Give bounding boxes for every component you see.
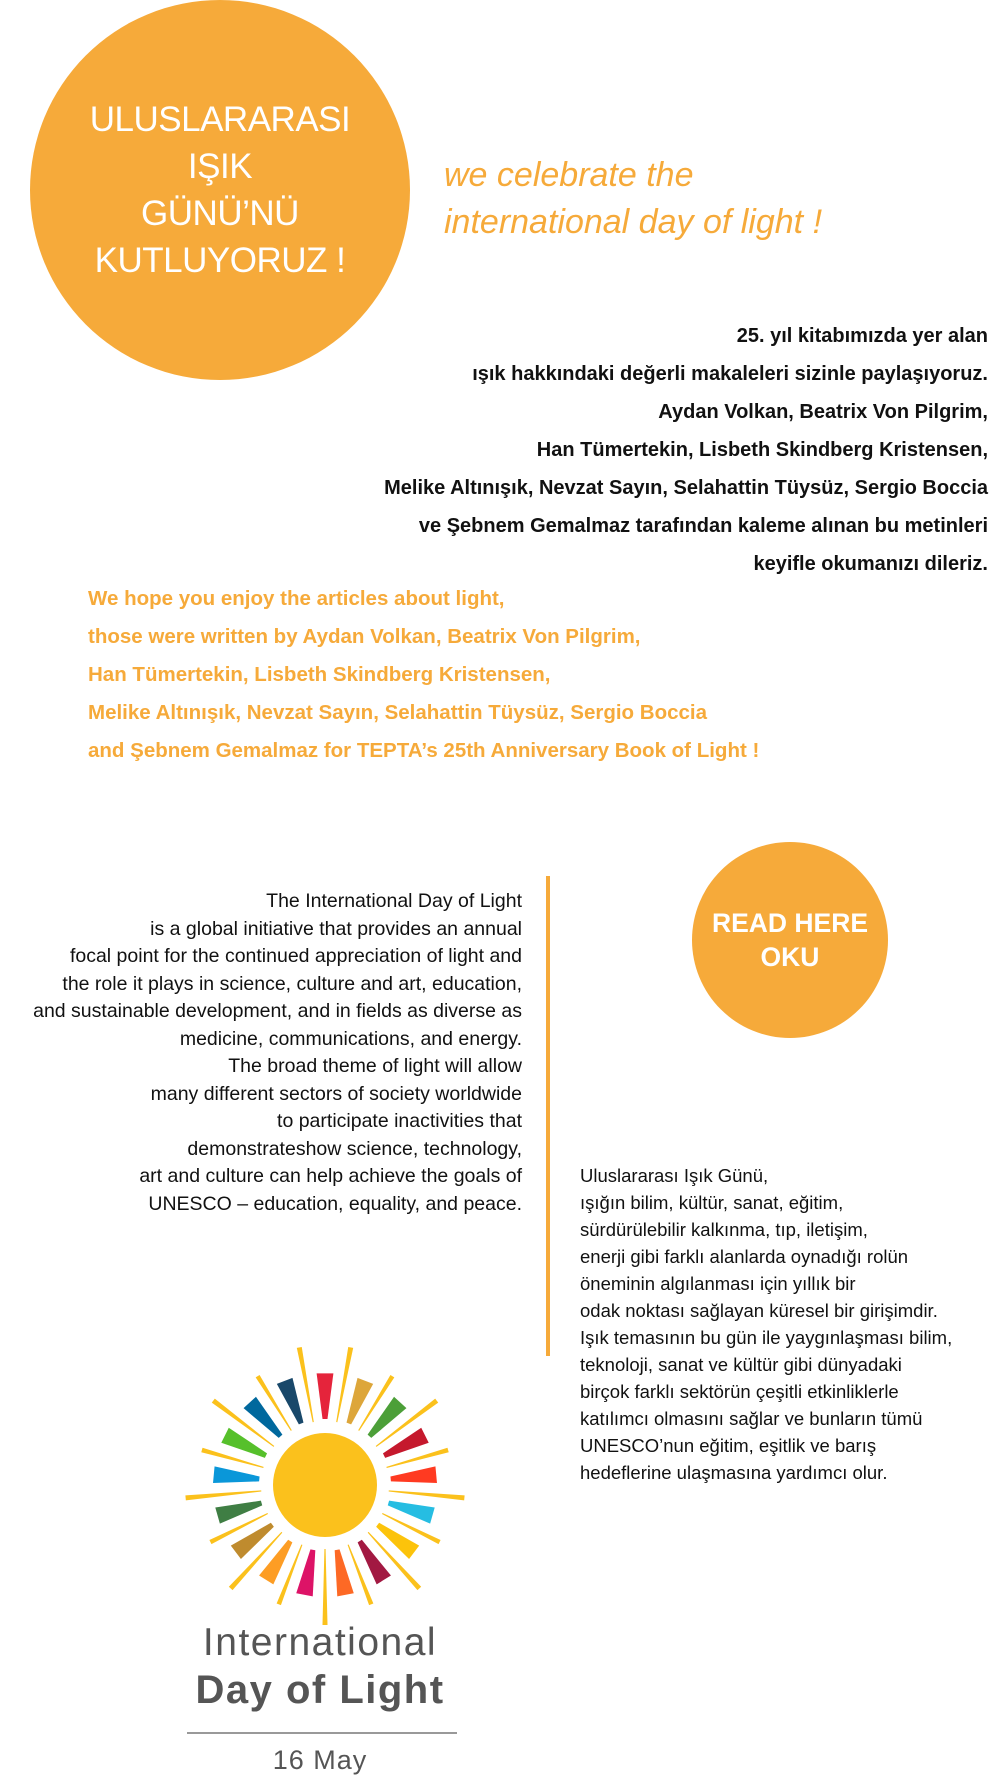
sun-logo-icon: [180, 1340, 470, 1630]
turkish-description-line: teknoloji, sanat ve kültür gibi dünyadaki: [580, 1354, 902, 1375]
turkish-intro: [88, 317, 988, 583]
english-intro-line: and Şebnem Gemalmaz for TEPTA’s 25th Anniversary Book of Light !: [88, 739, 760, 762]
turkish-intro-line: ve Şebnem Gemalmaz tarafından kaleme alınan bu metinleri: [418, 515, 988, 537]
subtitle-line: we celebrate the: [444, 156, 694, 194]
turkish-description-line: Uluslararası Işık Günü,: [580, 1165, 769, 1186]
logo-divider: [187, 1732, 457, 1734]
sun-ray: [383, 1428, 429, 1458]
sun-core: [273, 1433, 377, 1537]
english-intro-line: We hope you enjoy the articles about light,: [88, 587, 505, 610]
turkish-intro-line: Melike Altınışık, Nevzat Sayın, Selahattin Tüysüz, Sergio Boccia: [384, 477, 988, 499]
turkish-intro-line: Aydan Volkan, Beatrix Von Pilgrim,: [658, 401, 988, 423]
turkish-description-line: Işık temasının bu gün ile yaygınlaşması bilim,: [580, 1327, 953, 1348]
logo-title-international: International: [202, 1621, 438, 1664]
english-description-line: medicine, communications, and energy.: [179, 1027, 522, 1050]
english-description-line: art and culture can help achieve the goals of: [139, 1165, 522, 1187]
english-description-line: the role it plays in science, culture and art, education,: [62, 972, 522, 995]
sun-ray: [368, 1397, 407, 1438]
read-here-label: READ HERE: [711, 908, 869, 938]
sun-ray: [335, 1549, 354, 1596]
turkish-intro-line: Han Tümertekin, Lisbeth Skindberg Kristensen,: [536, 439, 988, 461]
turkish-description-line: hedeflerine ulaşmasına yardımcı olur.: [580, 1462, 888, 1483]
english-intro: [88, 580, 759, 770]
turkish-description: [580, 1162, 1000, 1486]
turkish-description-line: enerji gibi farklı alanlarda oynadığı rolün: [580, 1246, 909, 1267]
turkish-description-line: odak noktası sağlayan küresel bir girişimdir.: [580, 1300, 938, 1321]
turkish-description-line: katılımcı olmasını sağlar ve bunların tümü: [580, 1408, 923, 1429]
english-description-line: and sustainable development, and in fields as diverse as: [33, 1000, 522, 1022]
english-description-line: demonstrateshow science, technology,: [187, 1137, 522, 1160]
headline-line: KUTLUYORUZ !: [94, 241, 346, 280]
turkish-description-line: sürdürülebilir kalkınma, tıp, iletişim,: [580, 1219, 868, 1240]
sun-ray: [277, 1378, 304, 1425]
headline-line: GÜNÜ’NÜ: [141, 194, 299, 233]
english-description-line: focal point for the continued appreciation of light and: [69, 945, 522, 967]
turkish-intro-line: keyifle okumanızı dileriz.: [753, 553, 988, 575]
sun-ray: [390, 1466, 437, 1483]
sun-ray: [322, 1549, 327, 1625]
sun-ray: [358, 1540, 391, 1585]
oku-label: OKU: [760, 942, 820, 972]
logo-title-day-of-light: Day of Light: [195, 1668, 445, 1712]
headline-line: ULUSLARARASI: [89, 100, 351, 139]
english-description-line: to participate inactivities that: [277, 1110, 522, 1132]
vertical-divider: [546, 876, 550, 1356]
english-description-line: The International Day of Light: [266, 890, 522, 912]
english-description-line: many different sectors of society worldwide: [150, 1082, 522, 1105]
sun-ray: [185, 1490, 261, 1500]
english-description: [0, 888, 522, 1218]
sun-ray: [347, 1378, 374, 1425]
english-description-line: The broad theme of light will allow: [228, 1055, 522, 1077]
subtitle-line: international day of light !: [444, 203, 823, 241]
sun-ray: [213, 1466, 260, 1483]
english-intro-line: those were written by Aydan Volkan, Beatrix Von Pilgrim,: [88, 625, 641, 648]
turkish-description-line: UNESCO’nun eğitim, eşitlik ve barış: [580, 1435, 877, 1456]
sun-ray: [221, 1428, 267, 1458]
sun-ray: [259, 1540, 292, 1585]
sun-ray: [389, 1490, 465, 1500]
read-here-button[interactable]: [692, 842, 888, 1038]
sun-ray: [244, 1397, 283, 1438]
logo-date: 16 May: [272, 1745, 368, 1775]
sun-ray: [317, 1373, 334, 1419]
english-intro-line: Han Tümertekin, Lisbeth Skindberg Kristensen,: [88, 663, 551, 686]
turkish-intro-line: 25. yıl kitabımızda yer alan: [736, 325, 988, 347]
turkish-description-line: öneminin algılanması için yıllık bir: [580, 1273, 856, 1294]
english-intro-line: Melike Altınışık, Nevzat Sayın, Selahattin Tüysüz, Sergio Boccia: [88, 701, 707, 724]
headline-line: IŞIK: [187, 147, 253, 186]
turkish-description-line: birçok farklı sektörün çeşitli etkinliklerle: [580, 1381, 899, 1402]
sun-ray: [296, 1549, 315, 1596]
english-subtitle: [444, 152, 822, 246]
english-description-line: is a global initiative that provides an annual: [150, 917, 522, 940]
turkish-intro-line: ışık hakkındaki değerli makaleleri sizinle paylaşıyoruz.: [472, 363, 988, 385]
turkish-description-line: ışığın bilim, kültür, sanat, eğitim,: [580, 1192, 844, 1213]
english-description-line: UNESCO – education, equality, and peace.: [148, 1192, 522, 1215]
